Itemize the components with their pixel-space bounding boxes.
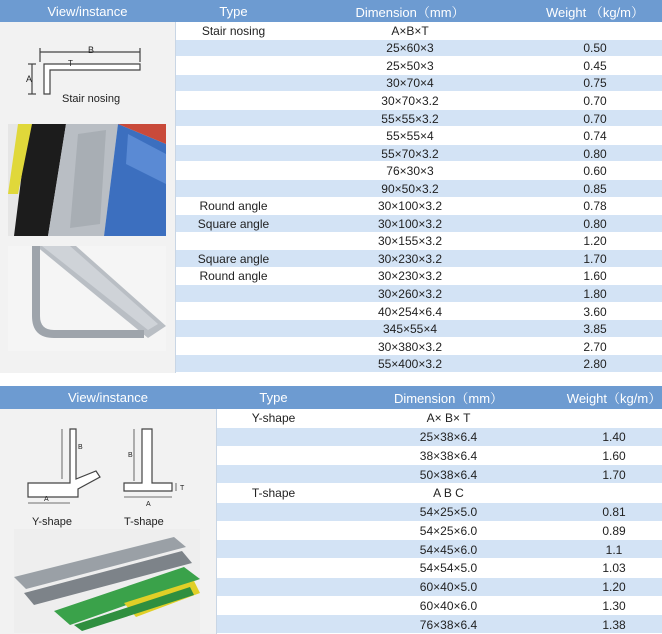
row-dimension: 90×50×3.2: [381, 181, 439, 196]
y-shape-label: Y-shape: [32, 516, 72, 528]
row-dimension: 25×50×3: [386, 58, 434, 73]
header-type: Type: [259, 390, 288, 405]
row-dimension: 30×230×3.2: [377, 269, 443, 284]
dim-t-label: T: [68, 59, 73, 68]
row-type: [216, 503, 331, 522]
row-type: [216, 522, 331, 541]
row-type: Round angle: [199, 199, 268, 214]
row-weight: [566, 484, 662, 503]
row-dimension: 30×70×4: [386, 76, 434, 91]
row-type: [175, 355, 292, 373]
view-instance-column: [0, 22, 176, 373]
row-type: [175, 303, 292, 321]
row-weight: 1.20: [583, 234, 607, 249]
row-type: [175, 40, 292, 58]
row-dimension: 54×54×5.0: [419, 561, 478, 576]
row-weight: 1.40: [602, 430, 626, 445]
row-dimension: A×B×T: [391, 23, 429, 38]
row-weight: 1.80: [583, 287, 607, 302]
row-dimension: 60×40×5.0: [419, 580, 478, 595]
row-weight: 0.45: [583, 58, 607, 73]
row-type: [216, 615, 331, 634]
row-type: [216, 559, 331, 578]
header-dimension: Dimension（mm）: [393, 391, 504, 406]
row-weight: 0.70: [583, 93, 607, 108]
row-weight: 0.81: [602, 505, 626, 520]
row-dimension: 30×380×3.2: [377, 339, 443, 354]
row-dimension: 38×38×6.4: [419, 448, 478, 463]
row-weight: 1.60: [583, 269, 607, 284]
row-dimension: 55×400×3.2: [377, 357, 443, 372]
row-weight: 0.89: [602, 523, 626, 538]
row-type: [175, 57, 292, 75]
row-dimension: 25×38×6.4: [419, 430, 478, 445]
dim-b-label: B: [88, 45, 95, 55]
row-dimension: 30×100×3.2: [377, 216, 443, 231]
row-weight: 0.78: [583, 199, 607, 214]
row-type: [175, 127, 292, 145]
row-weight: 0.80: [583, 146, 607, 161]
row-dimension: 30×260×3.2: [377, 287, 443, 302]
row-type: [175, 92, 292, 110]
row-type: Square angle: [197, 216, 270, 231]
header-view: View/instance: [68, 390, 148, 405]
t-dim-a-label: A: [146, 501, 151, 508]
row-type: [216, 447, 331, 466]
row-weight: 0.50: [583, 41, 607, 56]
row-weight: [566, 409, 662, 428]
row-weight: 0.85: [583, 181, 607, 196]
table-header: [0, 0, 662, 22]
dim-a-label: A: [26, 74, 33, 84]
stair-nosing-photo-colored: [8, 124, 166, 236]
row-dimension: 345×55×4: [382, 322, 438, 337]
row-dimension: 55×55×4: [386, 129, 434, 144]
row-type: [175, 110, 292, 128]
row-type: [175, 320, 292, 338]
row-dimension: 76×38×6.4: [419, 617, 478, 632]
row-type: [216, 578, 331, 597]
row-dimension: 54×25×6.0: [419, 523, 478, 538]
row-type: [175, 145, 292, 163]
t-dim-b-label: B: [128, 452, 133, 459]
row-dimension: A× B× T: [426, 411, 471, 426]
row-dimension: A B C: [433, 486, 464, 501]
row-dimension: 76×30×3: [386, 164, 434, 179]
row-dimension: 40×254×6.4: [377, 304, 443, 319]
row-type: [175, 233, 292, 251]
row-dimension: 30×70×3.2: [381, 93, 439, 108]
row-dimension: 60×40×6.0: [419, 598, 478, 613]
row-type: [175, 180, 292, 198]
y-t-shape-photo: [14, 533, 200, 631]
y-dim-b-label: B: [78, 444, 83, 451]
row-weight: 1.20: [602, 580, 626, 595]
row-weight: 1.03: [602, 561, 626, 576]
row-dimension: 30×230×3.2: [377, 251, 443, 266]
row-type: [216, 540, 331, 559]
row-weight: 2.70: [583, 339, 607, 354]
stair-nosing-drawing: [0, 22, 175, 117]
y-t-shape-table: [0, 386, 662, 634]
row-type: [216, 597, 331, 616]
row-weight: 0.74: [583, 129, 607, 144]
header-view: View/instance: [47, 3, 128, 19]
row-type: T-shape: [251, 486, 296, 501]
row-dimension: 55×70×3.2: [381, 146, 439, 161]
row-weight: 2.80: [583, 357, 607, 372]
row-dimension: 50×38×6.4: [419, 467, 478, 482]
row-type: Stair nosing: [201, 23, 266, 38]
row-weight: 0.60: [583, 164, 607, 179]
row-type: [175, 162, 292, 180]
row-weight: 1.30: [602, 598, 626, 613]
row-type: [175, 75, 292, 93]
y-t-shape-drawing: [0, 409, 216, 528]
y-dim-a-label: A: [44, 496, 49, 503]
row-weight: 0.70: [583, 111, 607, 126]
row-type: Square angle: [197, 251, 270, 266]
stair-nosing-photo-grey: [8, 246, 166, 351]
row-weight: 1.1: [605, 542, 623, 557]
table-header: [0, 386, 662, 409]
row-weight: [528, 22, 662, 40]
t-shape-label: T-shape: [124, 516, 164, 528]
row-type: [175, 285, 292, 303]
row-weight: 1.38: [602, 617, 626, 632]
row-weight: 0.80: [583, 216, 607, 231]
row-dimension: 30×155×3.2: [377, 234, 443, 249]
row-weight: 1.60: [602, 448, 626, 463]
row-weight: 1.70: [583, 251, 607, 266]
header-weight: Weight（kg/m）: [566, 391, 662, 406]
row-weight: 0.75: [583, 76, 607, 91]
header-weight: Weight （kg/m）: [545, 4, 644, 20]
row-dimension: 54×45×6.0: [419, 542, 478, 557]
row-type: [216, 465, 331, 484]
row-dimension: 54×25×5.0: [419, 505, 478, 520]
row-type: [216, 428, 331, 447]
t-dim-t-label: T: [180, 485, 185, 492]
stair-nosing-label: Stair nosing: [62, 93, 121, 105]
row-weight: 3.85: [583, 322, 607, 337]
header-type: Type: [219, 3, 248, 19]
row-dimension: 25×60×3: [386, 41, 434, 56]
row-weight: 1.70: [602, 467, 626, 482]
header-dimension: Dimension（mm）: [355, 4, 465, 20]
row-type: Y-shape: [251, 411, 296, 426]
row-dimension: 30×100×3.2: [377, 199, 443, 214]
row-type: [175, 338, 292, 356]
view-instance-column: [0, 409, 217, 634]
row-type: Round angle: [199, 269, 268, 284]
row-weight: 3.60: [583, 304, 607, 319]
row-dimension: 55×55×3.2: [381, 111, 439, 126]
